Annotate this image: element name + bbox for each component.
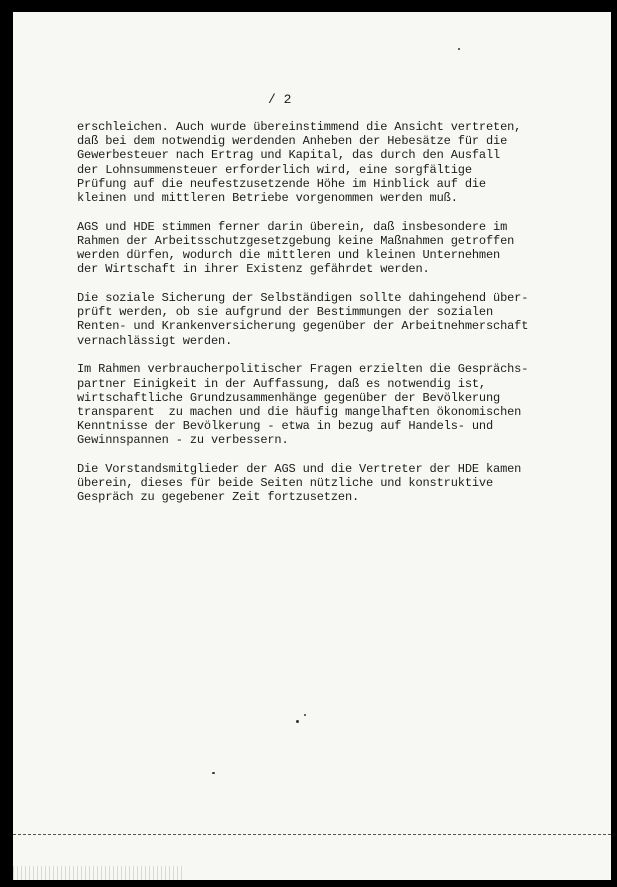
page-number: / 2 bbox=[268, 92, 292, 107]
text-line: der Lohnsummensteuer erforderlich wird, eine sorgfältige bbox=[77, 162, 472, 177]
document-page bbox=[13, 12, 611, 880]
scan-speck bbox=[296, 720, 299, 723]
text-line: Prüfung auf die neufestzusetzende Höhe im Hinblick auf die bbox=[77, 176, 486, 191]
text-line: Gespräch zu gegebener Zeit fortzusetzen. bbox=[77, 490, 360, 505]
text-line: prüft werden, ob sie aufgrund der Bestimmungen der sozialen bbox=[77, 305, 494, 320]
scan-speck bbox=[304, 714, 306, 716]
scan-speck bbox=[212, 772, 215, 774]
paragraph-work-safety bbox=[77, 220, 597, 277]
text-line: Die Vorstandsmitglieder der AGS und die Vertreter der HDE kamen bbox=[77, 462, 522, 477]
text-line: werden dürfen, wodurch die mittleren und kleinen Unternehmen bbox=[77, 248, 501, 263]
text-line: partner Einigkeit in der Auffassung, daß es notwendig ist, bbox=[77, 376, 486, 391]
text-line: Gewinnspannen - zu verbessern. bbox=[77, 433, 289, 448]
text-line: daß bei dem notwendig werdenden Anheben der Hebesätze für die bbox=[77, 134, 508, 149]
text-line: kleinen und mittleren Betriebe vorgenommen werden muß. bbox=[77, 191, 458, 206]
paragraph-consumer-policy bbox=[77, 362, 597, 447]
paragraph-tax bbox=[77, 120, 597, 205]
scan-speck bbox=[458, 48, 460, 50]
paragraph-conclusion bbox=[77, 462, 597, 505]
paragraph-social-security bbox=[77, 291, 597, 348]
text-line: Renten- und Krankenversicherung gegenüber der Arbeitnehmerschaft bbox=[77, 319, 529, 334]
text-line: AGS und HDE stimmen ferner darin überein, daß insbesondere im bbox=[77, 219, 508, 234]
text-line: Die soziale Sicherung der Selbständigen sollte dahingehend über- bbox=[77, 291, 529, 306]
text-line: erschleichen. Auch wurde übereinstimmend die Ansicht vertreten, bbox=[77, 120, 522, 134]
text-line: vernachlässigt werden. bbox=[77, 333, 233, 348]
text-line: transparent zu machen und die häufig mangelhaften ökonomischen bbox=[77, 404, 522, 419]
text-line: der Wirtschaft in ihrer Existenz gefährdet werden. bbox=[77, 262, 430, 277]
text-line: Gewerbesteuer nach Ertrag und Kapital, das durch den Ausfall bbox=[77, 148, 501, 163]
text-line: überein, dieses für beide Seiten nützliche und konstruktive bbox=[77, 476, 494, 491]
text-line: wirtschaftliche Grundzusammenhänge gegenüber der Bevölkerung bbox=[77, 390, 501, 405]
text-line: Rahmen der Arbeitsschutzgesetzgebung keine Maßnahmen getroffen bbox=[77, 233, 515, 248]
text-line: Kenntnisse der Bevölkerung - etwa in bezug auf Handels- und bbox=[77, 419, 494, 434]
body-text bbox=[77, 120, 597, 519]
scan-noise bbox=[13, 866, 183, 880]
page-bottom-rule bbox=[13, 834, 611, 835]
text-line: Im Rahmen verbraucherpolitischer Fragen erzielten die Gesprächs- bbox=[77, 362, 529, 377]
